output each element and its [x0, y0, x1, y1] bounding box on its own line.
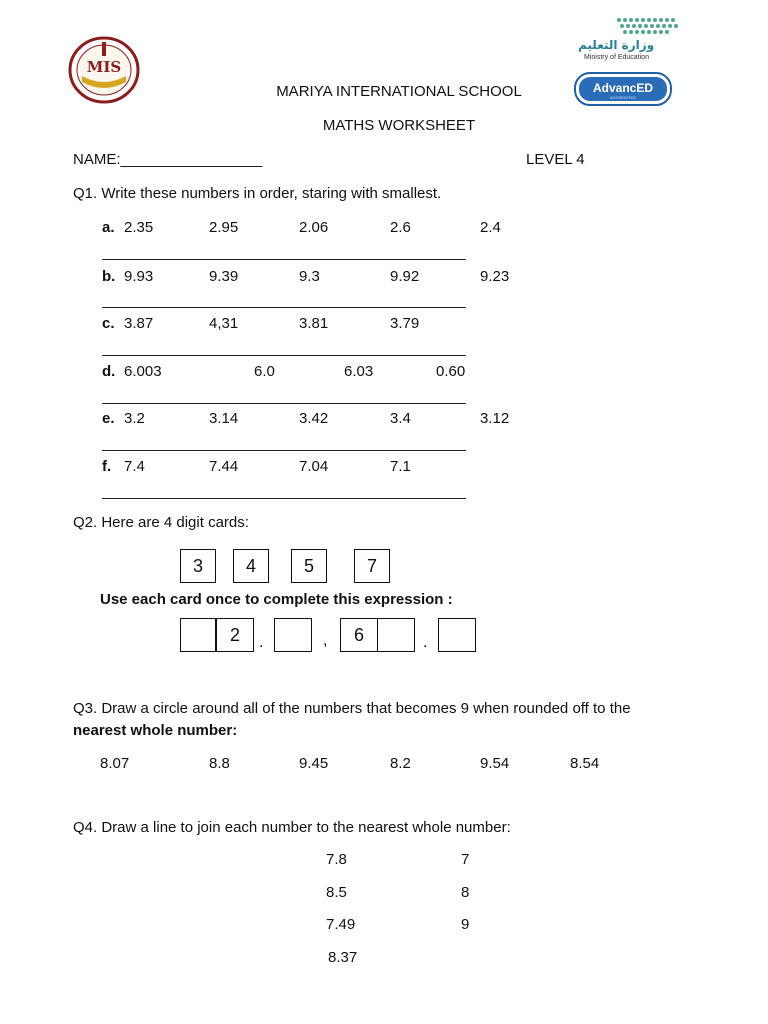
- expression-blank-box[interactable]: [180, 618, 216, 652]
- q1-number: 2.95: [209, 219, 239, 236]
- q1-row-letter: f.: [102, 458, 112, 475]
- expression-blank-box[interactable]: [377, 618, 415, 652]
- digit-card: 3: [180, 549, 216, 583]
- name-field-label: NAME:_________________: [73, 151, 263, 168]
- q1-number: 9.3: [299, 268, 320, 285]
- q4-left-number[interactable]: 7.49: [326, 916, 356, 933]
- q1-row-letter: c.: [102, 315, 115, 332]
- q1-answer-line-b[interactable]: [102, 307, 466, 308]
- advanced-logo-text: AdvancED: [592, 81, 654, 95]
- expression-decimal-point: .: [259, 634, 264, 651]
- q1-number: 2.4: [480, 219, 501, 236]
- expression-blank-box[interactable]: [438, 618, 476, 652]
- expression-comma: ,: [323, 632, 328, 649]
- q1-number: 9.23: [480, 268, 510, 285]
- q4-right-number[interactable]: 8: [461, 884, 470, 901]
- q1-answer-line-c[interactable]: [102, 355, 466, 356]
- q1-answer-line-a[interactable]: [102, 259, 466, 260]
- level-label: LEVEL 4: [526, 151, 585, 168]
- expression-blank-box[interactable]: [274, 618, 312, 652]
- school-logo-text: MIS: [86, 58, 122, 76]
- expression-filled-box: 6: [340, 618, 378, 652]
- q4-right-number[interactable]: 7: [461, 851, 470, 868]
- q3-number[interactable]: 9.45: [299, 755, 329, 772]
- q1-row-letter: b.: [102, 268, 116, 285]
- q1-answer-line-e[interactable]: [102, 450, 466, 451]
- q2-instruction: Use each card once to complete this expression :: [100, 591, 453, 608]
- q4-left-number[interactable]: 7.8: [326, 851, 347, 868]
- q1-number: 3.81: [299, 315, 329, 332]
- q1-row-letter: e.: [102, 410, 115, 427]
- q1-number: 2.35: [124, 219, 154, 236]
- q1-number: 6.03: [344, 363, 374, 380]
- q1-number: 9.93: [124, 268, 154, 285]
- q1-number: 3.87: [124, 315, 154, 332]
- q4-left-number[interactable]: 8.5: [326, 884, 347, 901]
- q1-number: 6.003: [124, 363, 162, 380]
- q1-answer-line-f[interactable]: [102, 498, 466, 499]
- expression-filled-box: 2: [216, 618, 254, 652]
- q1-number: 7.44: [209, 458, 239, 475]
- q1-number: 7.1: [390, 458, 411, 475]
- q1-number: 3.79: [390, 315, 420, 332]
- school-name: MARIYA INTERNATIONAL SCHOOL: [276, 83, 522, 100]
- q1-row-letter: a.: [102, 219, 115, 236]
- ministry-english-text: Ministry of Education: [584, 54, 649, 61]
- q1-number: 2.06: [299, 219, 329, 236]
- q1-number: 6.0: [254, 363, 275, 380]
- q1-number: 7.4: [124, 458, 145, 475]
- q1-number: 7.04: [299, 458, 329, 475]
- q2-prompt: Q2. Here are 4 digit cards:: [73, 514, 249, 531]
- q4-right-number[interactable]: 9: [461, 916, 470, 933]
- q1-number: 3.42: [299, 410, 329, 427]
- q1-prompt: Q1. Write these numbers in order, staring with smallest.: [73, 185, 442, 202]
- q1-number: 3.2: [124, 410, 145, 427]
- digit-card: 4: [233, 549, 269, 583]
- q4-prompt: Q4. Draw a line to join each number to the nearest whole number:: [73, 819, 511, 836]
- expression-decimal-point: .: [423, 634, 428, 651]
- digit-card: 7: [354, 549, 390, 583]
- q1-number: 9.39: [209, 268, 239, 285]
- q3-number[interactable]: 8.2: [390, 755, 411, 772]
- q4-left-number[interactable]: 8.37: [328, 949, 358, 966]
- digit-card: 5: [291, 549, 327, 583]
- q1-row-letter: d.: [102, 363, 116, 380]
- q1-number: 3.4: [390, 410, 411, 427]
- q3-prompt-line-1: Q3. Draw a circle around all of the numbers that becomes 9 when rounded off to the: [73, 700, 631, 717]
- q1-number: 9.92: [390, 268, 420, 285]
- q3-number[interactable]: 8.07: [100, 755, 130, 772]
- q1-answer-line-d[interactable]: [102, 403, 466, 404]
- advanced-logo-subtext: ACCREDITED: [609, 95, 637, 100]
- q3-number[interactable]: 8.8: [209, 755, 230, 772]
- q1-number: 2.6: [390, 219, 411, 236]
- q1-number: 4,31: [209, 315, 239, 332]
- q3-number[interactable]: 8.54: [570, 755, 600, 772]
- ministry-arabic-text: وزارة التعليم: [578, 38, 655, 52]
- q3-number[interactable]: 9.54: [480, 755, 510, 772]
- worksheet-title: MATHS WORKSHEET: [322, 117, 476, 134]
- q1-number: 3.14: [209, 410, 239, 427]
- q3-prompt-line-2: nearest whole number:: [73, 722, 238, 739]
- q1-number: 0.60: [436, 363, 466, 380]
- q1-number: 3.12: [480, 410, 510, 427]
